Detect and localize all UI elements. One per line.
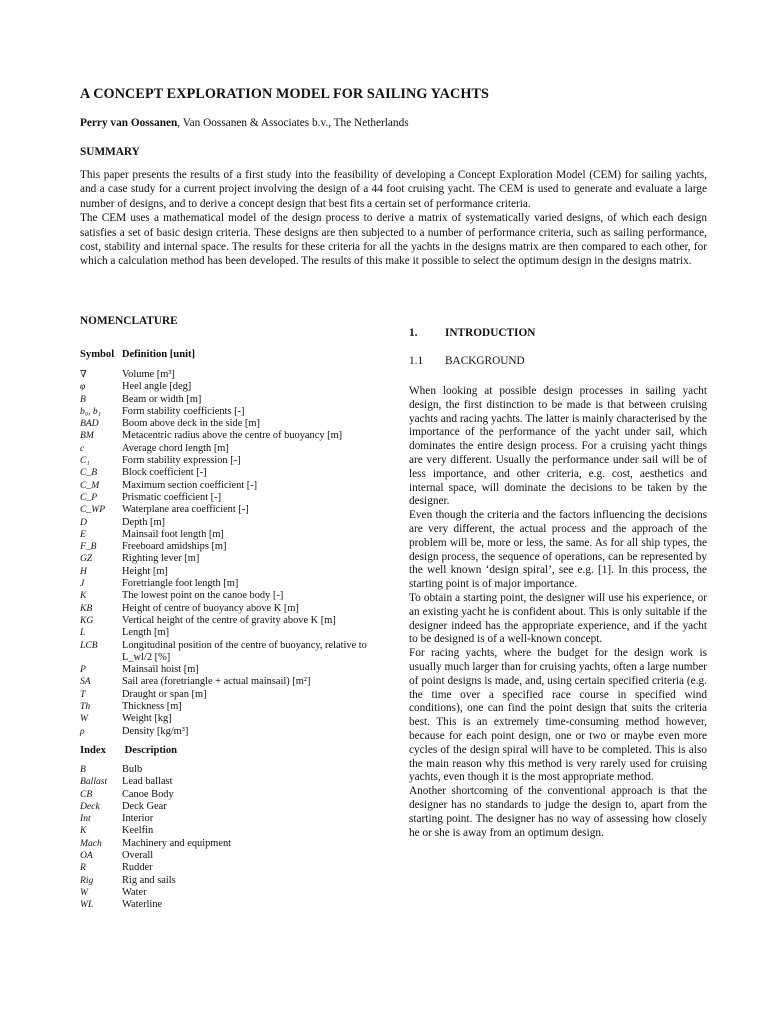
index-cell: CB <box>80 788 93 800</box>
nomenclature-list <box>80 349 380 911</box>
author-name: Perry van Oossanen <box>80 117 178 129</box>
description-cell: Bulb <box>122 763 143 775</box>
description-cell: Rig and sails <box>122 874 176 886</box>
author-affiliation: , Van Oossanen & Associates b.v., The Netherlands <box>177 117 409 129</box>
nomenclature-row <box>80 541 380 553</box>
definition-cell: Mainsail hoist [m] <box>122 664 199 676</box>
description-cell: Water <box>122 886 147 898</box>
nomenclature-row <box>80 689 380 701</box>
symbol-cell: T <box>80 688 86 700</box>
symbol-cell: J <box>80 578 85 590</box>
nomenclature-row <box>80 603 380 615</box>
symbol-cell: LCB <box>80 639 98 651</box>
nomenclature-row <box>80 578 380 590</box>
index-cell: WL <box>80 899 94 911</box>
description-cell: Keelfin <box>122 825 154 837</box>
symbol-cell: BAD <box>80 418 99 430</box>
definition-cell: Weight [kg] <box>122 713 172 725</box>
subsection-title: BACKGROUND <box>445 355 525 367</box>
nomenclature-row <box>80 418 380 430</box>
nomenclature-row <box>80 813 380 825</box>
nomenclature-row <box>80 676 380 688</box>
definition-cell: Longitudinal position of the centre of buoyancy, relative to L_wl/2 [%] <box>122 639 367 663</box>
definition-cell: Length [m] <box>122 627 170 639</box>
definition-cell: Metacentric radius above the centre of buoyancy [m] <box>122 430 343 442</box>
description-cell: Lead ballast <box>122 776 173 788</box>
nomenclature-row <box>80 825 380 837</box>
summary-body <box>80 168 707 269</box>
symbol-cell: Th <box>80 701 91 713</box>
nomenclature-row <box>80 406 380 418</box>
section-number: 1. <box>409 327 418 339</box>
index-cell: Int <box>80 813 91 825</box>
index-cell: Ballast <box>80 776 108 788</box>
nomenclature-row <box>80 430 380 442</box>
index-header-label: Index <box>80 744 106 756</box>
definition-cell: Average chord length [m] <box>122 442 229 454</box>
nomenclature-row <box>80 764 380 776</box>
nomenclature-heading: NOMENCLATURE <box>80 315 178 327</box>
subsection-number: 1.1 <box>409 355 424 367</box>
nomenclature-header <box>80 349 380 369</box>
paper-title: A CONCEPT EXPLORATION MODEL FOR SAILING YACHTS <box>80 86 490 102</box>
nomenclature-row <box>80 887 380 899</box>
index-cell: OA <box>80 849 93 861</box>
nomenclature-row <box>80 529 380 541</box>
index-table <box>80 764 380 912</box>
nomenclature-row <box>80 862 380 874</box>
symbol-cell: ρ <box>80 725 85 737</box>
definition-cell: Volume [m³] <box>122 369 175 380</box>
definition-cell: Waterplane area coefficient [-] <box>122 504 249 516</box>
symbol-table <box>80 369 380 738</box>
nomenclature-row <box>80 443 380 455</box>
introduction-body <box>409 385 707 840</box>
definition-cell: Depth [m] <box>122 516 165 528</box>
definition-cell: The lowest point on the canoe body [-] <box>122 590 284 602</box>
symbol-cell: KB <box>80 602 93 614</box>
nomenclature-row <box>80 455 380 467</box>
summary-paragraph: This paper presents the results of a first study into the feasibility of developing a Concept Exploration Model (CEM) for sailing yachts, and a case study for a current project involving the design of a 44 foot cruising yacht. The CEM is used to generate and evaluate a large number of designs, and to derive a concept design that best fits a certain set of performance criteria. <box>80 169 707 210</box>
symbol-cell: C_WP <box>80 504 106 516</box>
summary-heading: SUMMARY <box>80 146 140 158</box>
description-cell: Deck Gear <box>122 800 167 812</box>
definition-cell: Density [kg/m³] <box>122 725 189 737</box>
index-header <box>80 744 380 764</box>
symbol-cell: BM <box>80 430 94 442</box>
nomenclature-row <box>80 566 380 578</box>
introduction-paragraph: For racing yachts, where the budget for the design work is usually much larger than for cruising yachts, often a large number of point designs is made, and, using certain specified criteria (e.g. the time over a specified race course in specified wind conditions), one can find the point design that suits the criteria best. This is an extremely time-consuming method however, because for each point design, one or two or maybe even more cycles of the design spiral will have to be completed. This is also the main reason why this method is very rarely used for cruising yachts, even though it is the most appropriate method. <box>409 647 707 784</box>
nomenclature-row <box>80 875 380 887</box>
nomenclature-row <box>80 850 380 862</box>
definition-cell: Maximum section coefficient [-] <box>122 479 258 491</box>
description-cell: Canoe Body <box>122 788 174 800</box>
description-cell: Interior <box>122 813 154 825</box>
section-heading <box>409 327 707 355</box>
symbol-cell: c <box>80 442 85 454</box>
symbol-cell: D <box>80 516 87 528</box>
definition-cell: Foretriangle foot length [m] <box>122 578 239 590</box>
symbol-cell: C_B <box>80 467 98 479</box>
definition-cell: Righting lever [m] <box>122 553 200 565</box>
nomenclature-row <box>80 640 380 665</box>
definition-cell: Freeboard amidships [m] <box>122 541 227 553</box>
nomenclature-row <box>80 664 380 676</box>
index-cell: B <box>80 763 86 775</box>
nomenclature-row <box>80 801 380 813</box>
description-cell: Overall <box>122 849 154 861</box>
introduction-paragraph: To obtain a starting point, the designer will use his experience, or an existing yacht he is confident about. This is only suitable if the designer indeed has the appropriate experience, and if the yacht to be designed is of a well-known concept. <box>409 591 707 646</box>
nomenclature-row <box>80 789 380 801</box>
nomenclature-row <box>80 899 380 911</box>
symbol-cell: GZ <box>80 553 93 565</box>
nomenclature-row <box>80 553 380 565</box>
definition-cell: Beam or width [m] <box>122 393 202 405</box>
definition-cell: Thickness [m] <box>122 701 182 713</box>
index-cell: Rig <box>80 874 94 886</box>
symbol-cell: b₀, b₁ <box>80 405 102 417</box>
introduction-paragraph: Another shortcoming of the conventional approach is that the designer has no standards to judge the design to, apart from the starting point. The designer has no way of assessing how closely he or she is away from an optimum design. <box>409 785 707 839</box>
nomenclature-row <box>80 590 380 602</box>
symbol-cell: KG <box>80 614 94 626</box>
symbol-cell: SA <box>80 676 91 688</box>
description-cell: Rudder <box>122 862 153 874</box>
section-title: INTRODUCTION <box>445 327 536 339</box>
index-cell: Deck <box>80 800 100 812</box>
definition-cell: Height of centre of buoyancy above K [m] <box>122 602 299 614</box>
symbol-cell: W <box>80 713 88 725</box>
definition-cell: Height [m] <box>122 565 168 577</box>
description-header: Description <box>124 744 178 756</box>
symbol-cell: ∇ <box>80 369 87 380</box>
nomenclature-row <box>80 480 380 492</box>
nomenclature-row <box>80 776 380 788</box>
symbol-header: Symbol <box>80 349 115 360</box>
introduction-paragraph: When looking at possible design processes in sailing yacht design, the first distinction to be made is that between cruising yachts and racing yachts. The latter is mainly characterised by the importance of the performance of the yacht under sail, which dominates the entire design process. For a cruising yacht things are very different. Usually the performance under sail will be of less importance, and other criteria, e.g. cost, aesthetics and internal space, will dominate the decisions to be taken by the designer. <box>409 385 707 508</box>
index-cell: Mach <box>80 837 102 849</box>
symbol-cell: K <box>80 590 87 602</box>
description-cell: Machinery and equipment <box>122 837 232 849</box>
definition-cell: Draught or span [m] <box>122 688 207 700</box>
nomenclature-row <box>80 492 380 504</box>
symbol-cell: φ <box>80 381 86 393</box>
definition-cell: Heel angle [deg] <box>122 381 192 393</box>
definition-cell: Form stability coefficients [-] <box>122 405 245 417</box>
nomenclature-row <box>80 381 380 393</box>
definition-cell: Prismatic coefficient [-] <box>122 491 222 503</box>
symbol-cell: C₁ <box>80 455 90 467</box>
symbol-cell: B <box>80 393 86 405</box>
symbol-cell: H <box>80 565 87 577</box>
definition-cell: Form stability expression [-] <box>122 455 241 467</box>
nomenclature-row <box>80 701 380 713</box>
nomenclature-row <box>80 517 380 529</box>
nomenclature-row <box>80 369 380 381</box>
index-cell: W <box>80 886 88 898</box>
author-line <box>80 117 409 129</box>
nomenclature-row <box>80 726 380 738</box>
nomenclature-row <box>80 504 380 516</box>
symbol-cell: C_M <box>80 479 100 491</box>
definition-header: Definition [unit] <box>121 349 196 360</box>
definition-cell: Block coefficient [-] <box>122 467 207 479</box>
introduction-paragraph: Even though the criteria and the factors influencing the decisions are very different, the actual process and the approach of the problem will be, more or less, the same. As for all ship types, the design process, the sequence of operations, can be represented by the well known ‘design spiral’, see e.g. [1]. In this process, the starting point is of major importance. <box>409 509 707 591</box>
index-cell: R <box>80 862 86 874</box>
symbol-cell: F_B <box>80 541 97 553</box>
introduction-section <box>409 327 707 840</box>
nomenclature-row <box>80 838 380 850</box>
nomenclature-row <box>80 627 380 639</box>
nomenclature-row <box>80 394 380 406</box>
symbol-cell: L <box>80 627 86 639</box>
definition-cell: Vertical height of the centre of gravity above K [m] <box>122 614 336 626</box>
description-cell: Waterline <box>122 899 163 911</box>
subsection-heading <box>409 355 707 383</box>
definition-cell: Boom above deck in the side [m] <box>122 418 260 430</box>
nomenclature-row <box>80 467 380 479</box>
symbol-cell: C_P <box>80 491 98 503</box>
index-cell: K <box>80 825 87 837</box>
definition-cell: Mainsail foot length [m] <box>122 528 224 540</box>
summary-paragraph: The CEM uses a mathematical model of the design process to derive a matrix of systematically varied designs, of which each design satisfies a set of basic design criteria. These designs are then subjected to a number of performance criteria, such as sailing performance, cost, stability and internal space. The results for these criteria for all the yachts in the designs matrix are then compared to each other, for which a calculation method has been developed. The results of this make it possible to select the optimum design in the designs matrix. <box>80 212 707 268</box>
symbol-cell: P <box>80 664 86 676</box>
symbol-cell: E <box>80 528 86 540</box>
nomenclature-row <box>80 615 380 627</box>
definition-cell: Sail area (foretriangle + actual mainsail) [m²] <box>122 676 311 688</box>
nomenclature-row <box>80 713 380 725</box>
